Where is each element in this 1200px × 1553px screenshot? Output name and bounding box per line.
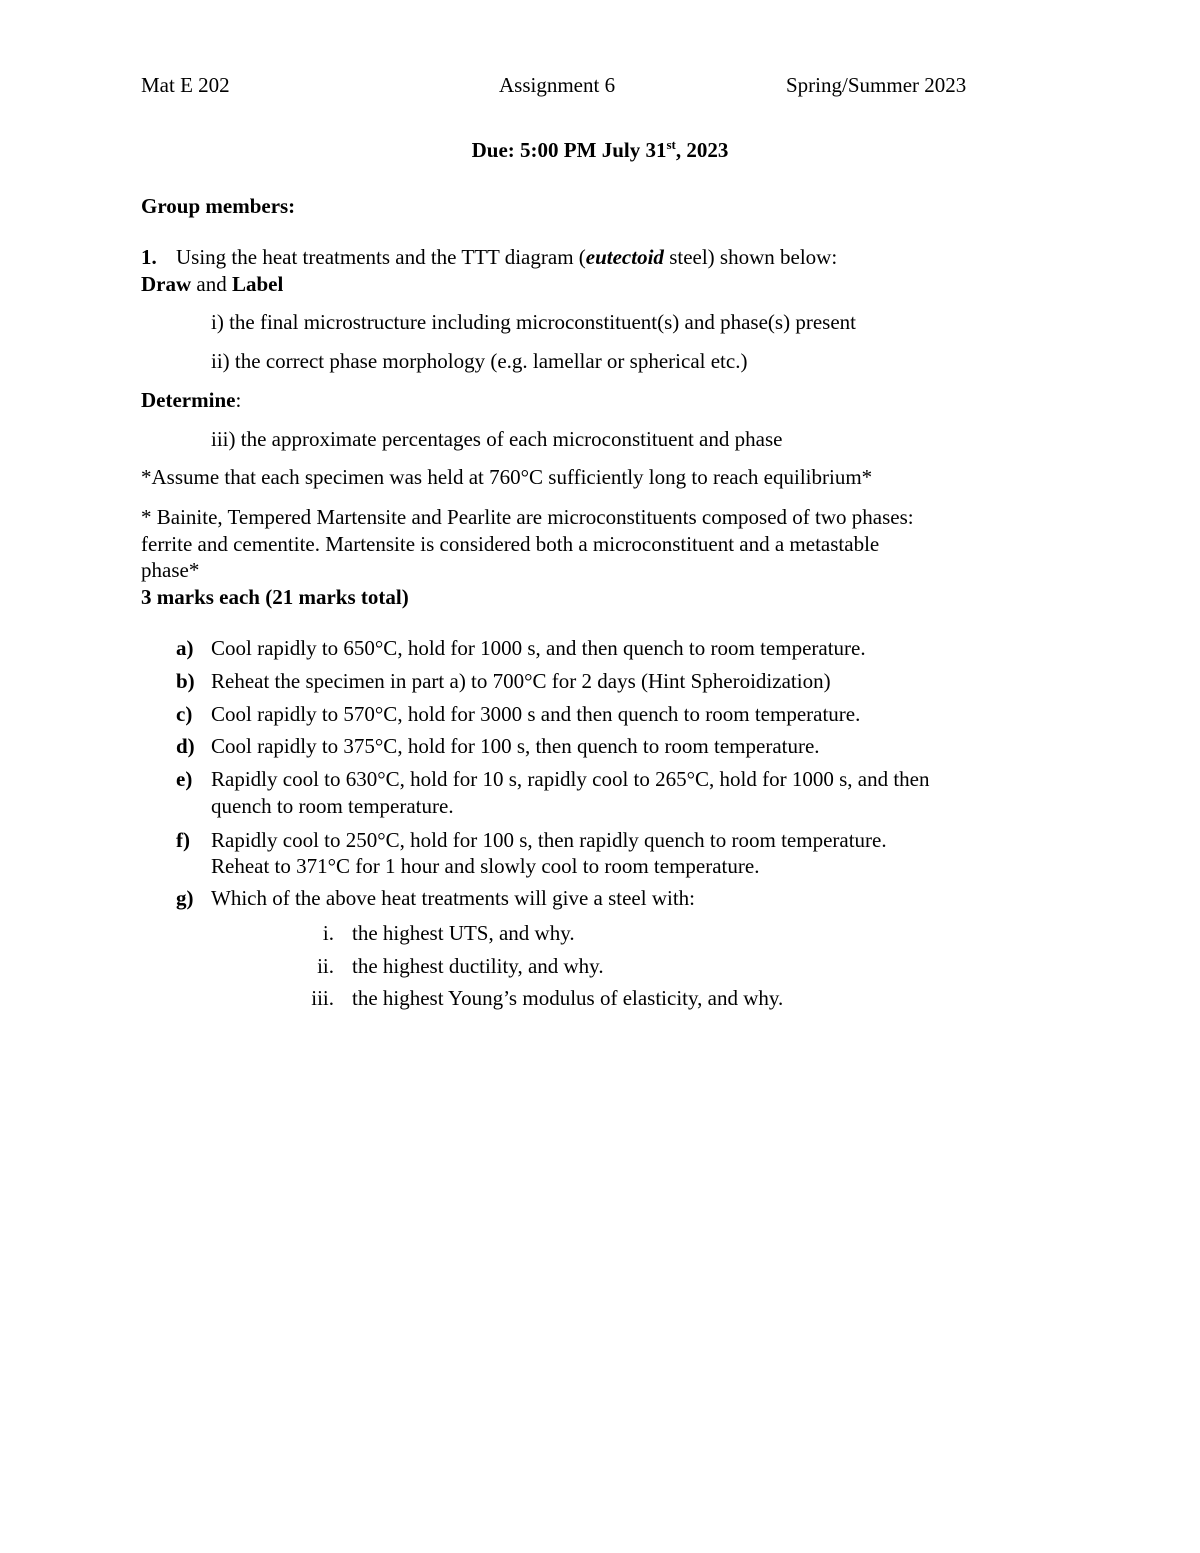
part-b-letter: b) — [176, 669, 195, 693]
part-d-letter: d) — [176, 734, 195, 758]
item-iii: iii) the approximate percentages of each microconstituent and phase — [211, 427, 783, 451]
due-date-prefix: Due: 5:00 PM July 31 — [471, 138, 667, 162]
part-d-text: Cool rapidly to 375°C, hold for 100 s, then quench to room temperature. — [211, 734, 820, 758]
assignment-title: Assignment 6 — [499, 73, 616, 97]
label-word: Label — [231, 272, 284, 296]
question-intro-after: steel) shown below: — [663, 245, 838, 269]
due-date — [0, 137, 1200, 162]
part-f-text-line-1: Rapidly cool to 250°C, hold for 100 s, then rapidly quench to room temperature. — [211, 828, 887, 852]
part-g-letter: g) — [176, 886, 194, 910]
determine-colon: : — [235, 388, 242, 412]
part-e-text-line-2: quench to room temperature. — [211, 794, 454, 818]
part-e-letter: e) — [176, 767, 193, 791]
group-members-label: Group members: — [141, 194, 296, 218]
due-date-suffix: , 2023 — [675, 138, 729, 162]
part-c-letter: c) — [176, 702, 193, 726]
part-a-letter: a) — [176, 636, 194, 660]
question-intro-emphasis: eutectoid — [585, 245, 664, 269]
draw-word: Draw — [141, 272, 192, 296]
part-f-text-line-2: Reheat to 371°C for 1 hour and slowly cool to room temperature. — [211, 854, 760, 878]
item-i: i) the final microstructure including microconstituent(s) and phase(s) present — [211, 310, 856, 334]
subpart-ii-numeral: ii. — [317, 954, 334, 978]
and-word: and — [191, 272, 232, 296]
question-intro — [176, 247, 837, 268]
phase-note-line-3: phase* — [141, 558, 200, 582]
question-intro-before: Using the heat treatments and the TTT diagram ( — [176, 245, 586, 269]
marks-note: 3 marks each (21 marks total) — [141, 585, 409, 609]
subpart-i-numeral: i. — [322, 921, 334, 945]
part-f-letter: f) — [176, 828, 190, 852]
draw-label-line — [141, 274, 283, 295]
item-ii: ii) the correct phase morphology (e.g. lamellar or spherical etc.) — [211, 349, 748, 373]
part-a-text: Cool rapidly to 650°C, hold for 1000 s, and then quench to room temperature. — [211, 636, 866, 660]
part-g-text: Which of the above heat treatments will give a steel with: — [211, 886, 696, 910]
due-date-superscript: st — [666, 137, 676, 152]
subpart-iii-numeral: iii. — [311, 986, 334, 1010]
determine-line — [141, 390, 241, 411]
part-c-text: Cool rapidly to 570°C, hold for 3000 s and then quench to room temperature. — [211, 702, 861, 726]
determine-word: Determine — [141, 388, 236, 412]
part-b-text: Reheat the specimen in part a) to 700°C for 2 days (Hint Spheroidization) — [211, 669, 831, 693]
course-code: Mat E 202 — [141, 73, 230, 97]
part-e-text-line-1: Rapidly cool to 630°C, hold for 10 s, rapidly cool to 265°C, hold for 1000 s, and then — [211, 767, 930, 791]
phase-note-line-1: * Bainite, Tempered Martensite and Pearlite are microconstituents composed of two phases: — [141, 505, 914, 529]
subpart-iii-text: the highest Young’s modulus of elasticity, and why. — [352, 986, 784, 1010]
phase-note-line-2: ferrite and cementite. Martensite is considered both a microconstituent and a metastable — [141, 532, 880, 556]
assume-note: *Assume that each specimen was held at 760°C sufficiently long to reach equilibrium* — [141, 465, 873, 489]
term-label: Spring/Summer 2023 — [786, 73, 967, 97]
subpart-ii-text: the highest ductility, and why. — [352, 954, 604, 978]
subpart-i-text: the highest UTS, and why. — [352, 921, 575, 945]
question-number: 1. — [141, 245, 157, 269]
